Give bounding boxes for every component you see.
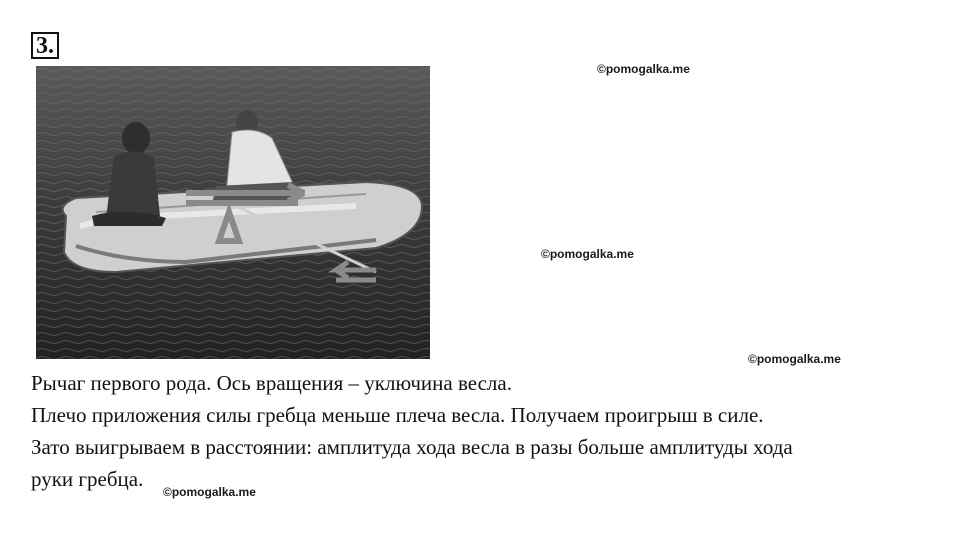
text-line: Плечо приложения силы гребца меньше плеча весла. Получаем проигрыш в силе. xyxy=(31,403,764,427)
text-line: Зато выигрываем в расстоянии: амплитуда хода весла в разы больше амплитуды хода xyxy=(31,435,793,459)
text-line: Рычаг первого рода. Ось вращения – уключина весла. xyxy=(31,371,512,395)
boat-photo xyxy=(36,66,430,359)
answer-text xyxy=(31,367,936,495)
watermark: ©pomogalka.me xyxy=(541,247,634,261)
watermark: ©pomogalka.me xyxy=(163,485,256,499)
watermark: ©pomogalka.me xyxy=(597,62,690,76)
text-line: руки гребца. xyxy=(31,467,144,491)
task-number: 3. xyxy=(31,32,59,59)
watermark: ©pomogalka.me xyxy=(748,352,841,366)
